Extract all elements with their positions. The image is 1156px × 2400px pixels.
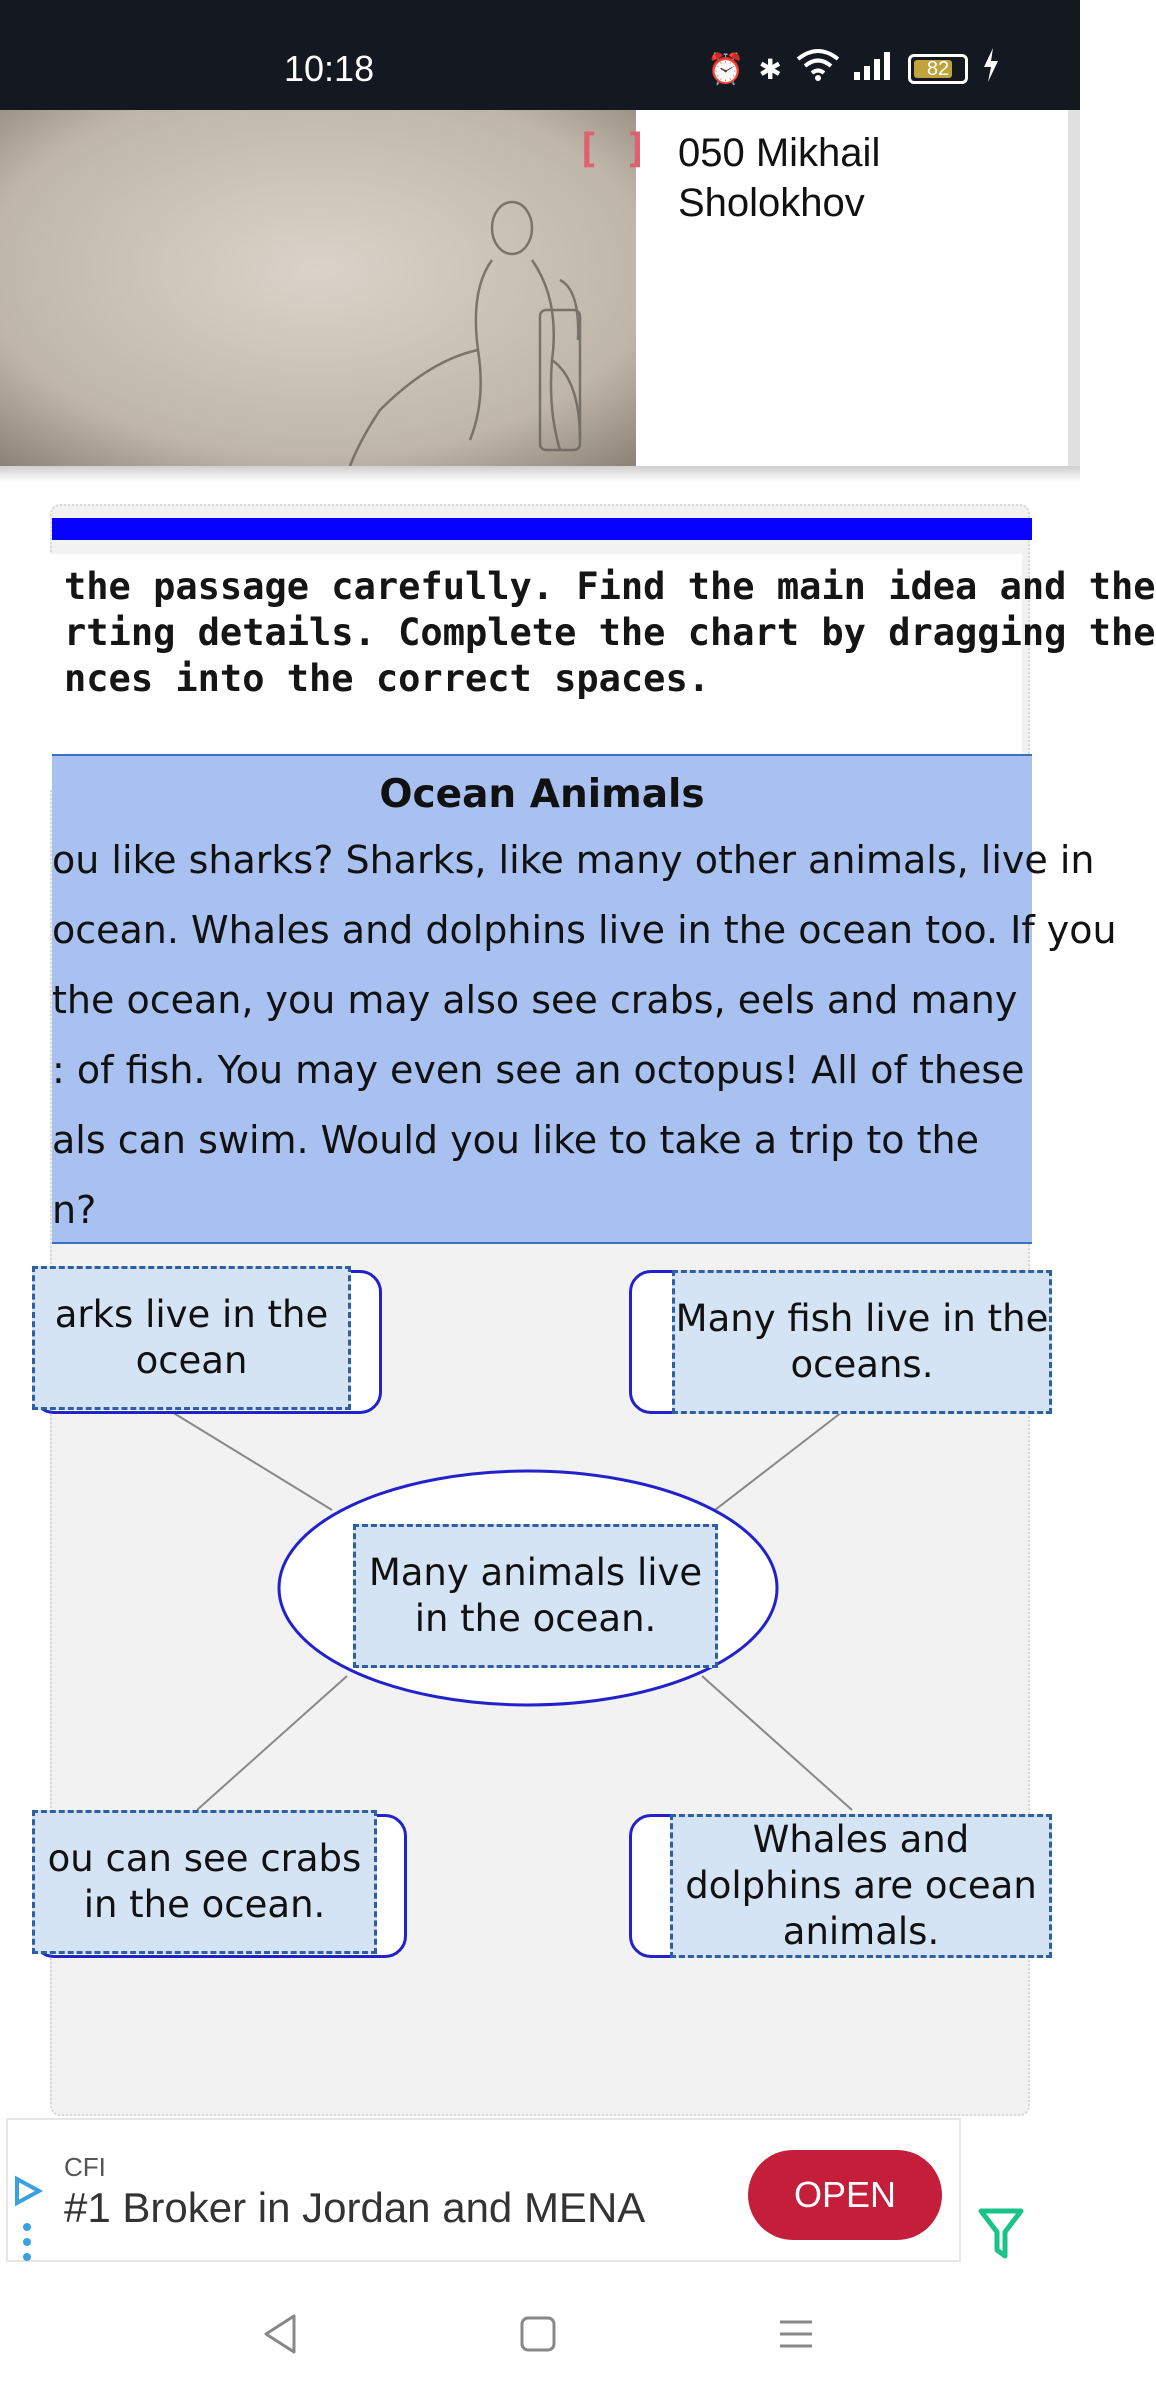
menu-icon[interactable] bbox=[766, 2304, 826, 2364]
passage-line: ocean. Whales and dolphins live in the ocean too. If you bbox=[52, 908, 1117, 952]
passage-line: : of fish. You may even see an octopus! All of these bbox=[52, 1048, 1025, 1092]
battery-level: 82 bbox=[926, 57, 950, 80]
charging-icon bbox=[982, 48, 1000, 90]
status-icons bbox=[707, 48, 1000, 90]
ad-menu-icon[interactable] bbox=[22, 2222, 32, 2262]
detail-card-top-left[interactable]: arks live in the ocean bbox=[32, 1266, 351, 1410]
video-panel[interactable] bbox=[0, 110, 1080, 466]
back-icon[interactable] bbox=[250, 2304, 310, 2364]
divider bbox=[0, 466, 1080, 482]
passage-line: the ocean, you may also see crabs, eels and many bbox=[52, 978, 1018, 1022]
video-title[interactable]: 050 Mikhail Sholokhov bbox=[678, 131, 881, 225]
passage-line: ou like sharks? Sharks, like many other animals, live in bbox=[52, 838, 1095, 882]
status-bar bbox=[0, 0, 1080, 110]
ad-banner[interactable] bbox=[0, 2116, 1080, 2266]
passage-title: Ocean Animals bbox=[379, 772, 705, 817]
main-idea-chart bbox=[47, 1244, 1049, 2118]
passage-line: als can swim. Would you like to take a trip to the bbox=[52, 1118, 979, 1162]
status-time: 10:18 bbox=[284, 48, 375, 89]
wifi-icon bbox=[796, 49, 840, 89]
alarm-icon: ⏰ bbox=[707, 51, 745, 87]
instruction-line: the passage carefully. Find the main idea and the bbox=[64, 565, 1156, 608]
home-icon[interactable] bbox=[508, 2304, 568, 2364]
ad-advertiser: CFI bbox=[64, 2152, 106, 2182]
battery-icon bbox=[908, 54, 968, 84]
navigation-bar bbox=[0, 2266, 1080, 2400]
ad-headline[interactable]: #1 Broker in Jordan and MENA bbox=[64, 2184, 646, 2231]
passage-line: n? bbox=[52, 1188, 97, 1232]
ad-brand-icon bbox=[978, 2208, 1024, 2260]
detail-card-top-right[interactable]: Many fish live in the oceans. bbox=[672, 1270, 1052, 1414]
ad-choices-icon[interactable] bbox=[14, 2176, 42, 2206]
worksheet-panel bbox=[47, 504, 1156, 2116]
ad-open-button[interactable]: OPEN bbox=[748, 2150, 942, 2240]
instruction-line: rting details. Complete the chart by dragging the bbox=[64, 611, 1156, 654]
passage-box bbox=[52, 754, 1117, 1244]
main-idea-card[interactable]: Many animals live in the ocean. bbox=[353, 1524, 718, 1668]
video-bracket-mark: [ ] bbox=[576, 126, 649, 172]
bluetooth-icon: ✱ bbox=[758, 52, 782, 86]
detail-card-bottom-right[interactable]: Whales and dolphins are ocean animals. bbox=[670, 1814, 1052, 1958]
video-thumbnail[interactable] bbox=[0, 110, 649, 466]
detail-card-bottom-left[interactable]: ou can see crabs in the ocean. bbox=[32, 1810, 377, 1954]
scrollbar[interactable] bbox=[1068, 110, 1080, 466]
signal-icon bbox=[854, 50, 894, 88]
instruction-line: nces into the correct spaces. bbox=[64, 657, 711, 700]
worksheet-header-bar bbox=[52, 518, 1032, 540]
